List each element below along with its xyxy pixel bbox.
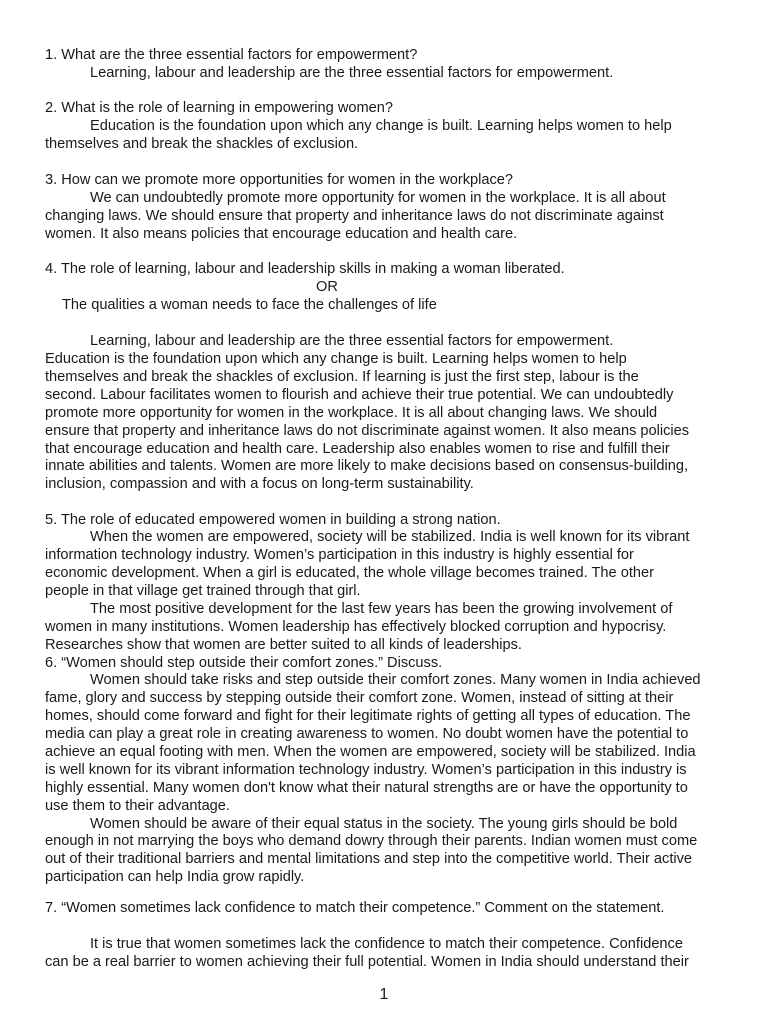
answer-5-line: The most positive development for the last few years has been the growing involvement of xyxy=(90,601,673,617)
answer-6-line: achieve an equal footing with men. When the women are empowered, society will be stabilized. India xyxy=(45,744,696,760)
answer-4-line: themselves and break the shackles of exclusion. If learning is just the first step, labour is the xyxy=(45,369,639,385)
answer-6-line: highly essential. Many women don't know what their natural strengths are or have the opportunity to xyxy=(45,780,688,796)
answer-3-line: women. It also means policies that encourage education and health care. xyxy=(45,226,518,242)
answer-6-line: is well known for its vibrant information technology industry. Women’s participation in this industry is xyxy=(45,762,687,778)
answer-5-line: information technology industry. Women’s participation in this industry is highly essential for xyxy=(45,547,634,563)
answer-4-line: that encourage education and health care. Leadership also enables women to rise and fulfill their xyxy=(45,441,670,457)
answer-6-line: homes, should come forward and fight for their legitimate rights of getting all types of education. The xyxy=(45,708,691,724)
or-separator: OR xyxy=(316,279,338,295)
question-7: 7. “Women sometimes lack confidence to match their competence.” Comment on the statement. xyxy=(45,900,665,916)
answer-6-line: media can play a great role in creating awareness to women. No doubt women have the potential to xyxy=(45,726,689,742)
question-2: 2. What is the role of learning in empowering women? xyxy=(45,100,393,116)
answer-5-line: people in that village get trained through that girl. xyxy=(45,583,361,599)
question-5: 5. The role of educated empowered women in building a strong nation. xyxy=(45,512,501,528)
answer-3-line: changing laws. We should ensure that property and inheritance laws do not discriminate against xyxy=(45,208,664,224)
answer-2-line: Education is the foundation upon which any change is built. Learning helps women to help xyxy=(90,118,672,134)
answer-5-line: When the women are empowered, society will be stabilized. India is well known for its vibrant xyxy=(90,529,690,545)
answer-2-line: themselves and break the shackles of exclusion. xyxy=(45,136,359,152)
answer-4-line: innate abilities and talents. Women are more likely to make decisions based on consensus-building, xyxy=(45,458,689,474)
answer-4-line: promote more opportunity for women in the workplace. It is all about changing laws. We should xyxy=(45,405,658,421)
answer-5-line: women in many institutions. Women leadership has effectively blocked corruption and hypocrisy. xyxy=(45,619,667,635)
answer-4-line: inclusion, compassion and with a focus on long-term sustainability. xyxy=(45,476,474,492)
question-4-alt: The qualities a woman needs to face the challenges of life xyxy=(62,297,437,313)
page-number: 1 xyxy=(379,986,389,1003)
question-4: 4. The role of learning, labour and leadership skills in making a woman liberated. xyxy=(45,261,565,277)
answer-7-line: It is true that women sometimes lack the confidence to match their competence. Confidence xyxy=(90,936,683,952)
answer-6-line: Women should be aware of their equal status in the society. The young girls should be bold xyxy=(90,816,678,832)
question-6: 6. “Women should step outside their comfort zones.” Discuss. xyxy=(45,655,443,671)
answer-6-line: fame, glory and success by stepping outside their comfort zone. Women, instead of sitting at their xyxy=(45,690,674,706)
answer-1-line: Learning, labour and leadership are the three essential factors for empowerment. xyxy=(90,65,614,81)
question-3: 3. How can we promote more opportunities for women in the workplace? xyxy=(45,172,514,188)
answer-4-line: Learning, labour and leadership are the three essential factors for empowerment. xyxy=(90,333,614,349)
answer-6-line: use them to their advantage. xyxy=(45,798,230,814)
question-1: 1. What are the three essential factors for empowerment? xyxy=(45,47,418,63)
answer-7-line: can be a real barrier to women achieving their full potential. Women in India should understand their xyxy=(45,954,689,970)
answer-5-line: Researches show that women are better suited to all kinds of leaderships. xyxy=(45,637,522,653)
answer-4-line: ensure that property and inheritance laws do not discriminate against women. It also means policies xyxy=(45,423,690,439)
answer-6-line: Women should take risks and step outside their comfort zones. Many women in India achieved xyxy=(90,672,701,688)
answer-6-line: out of their traditional barriers and mental limitations and step into the competitive world. Their active xyxy=(45,851,693,867)
answer-4-line: Education is the foundation upon which any change is built. Learning helps women to help xyxy=(45,351,627,367)
answer-3-line: We can undoubtedly promote more opportunity for women in the workplace. It is all about xyxy=(90,190,666,206)
answer-6-line: participation can help India grow rapidly. xyxy=(45,869,305,885)
answer-6-line: enough in not marrying the boys who demand dowry through their parents. Indian women must come xyxy=(45,833,698,849)
answer-4-line: second. Labour facilitates women to flourish and achieve their true potential. We can undoubtedly xyxy=(45,387,674,403)
answer-5-line: economic development. When a girl is educated, the whole village becomes trained. The other xyxy=(45,565,654,581)
